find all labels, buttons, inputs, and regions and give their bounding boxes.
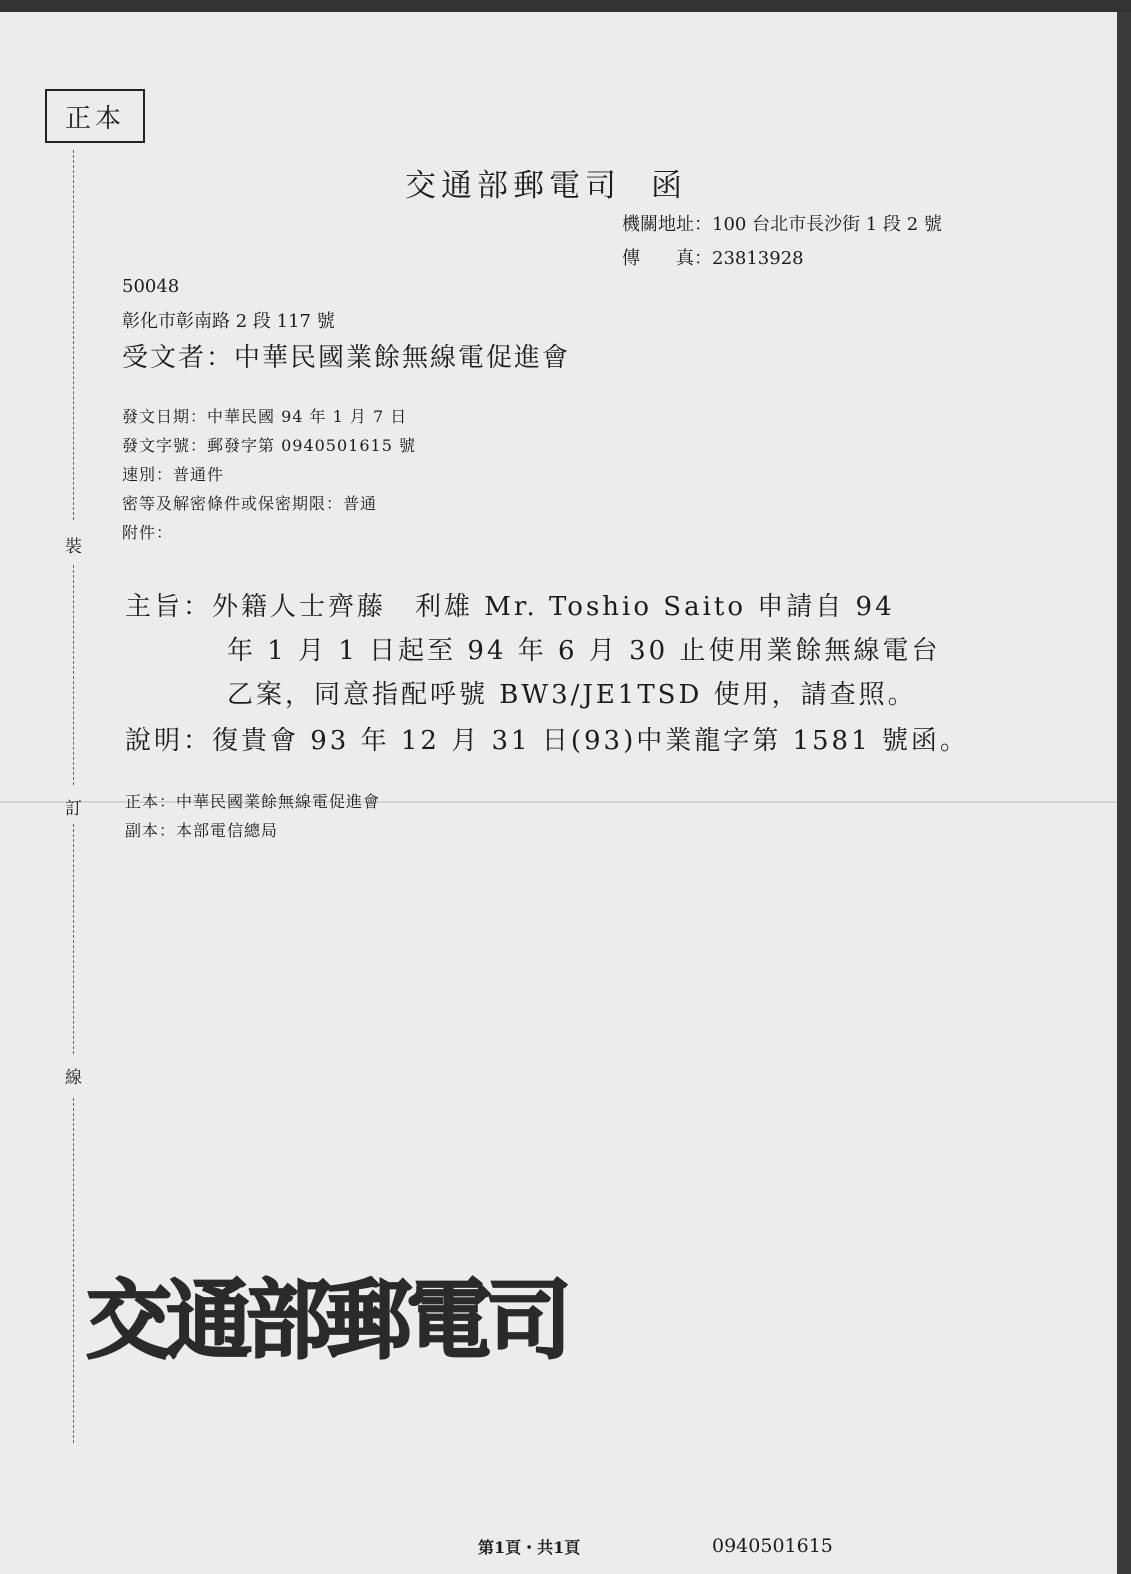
document-number: 發文字號：郵發字第 0940501615 號 [122,436,416,455]
original-copy-stamp [45,89,145,143]
scan-top-edge [0,0,1131,12]
issue-date: 發文日期：中華民國 94 年 1 月 7 日 [122,407,408,426]
binding-line [73,1098,74,1443]
footer-document-number: 0940501615 [712,1535,833,1557]
agency-fax: 傳 真：23813928 [622,248,804,269]
binding-mark-ding: 訂 [65,799,82,819]
attachments: 附件： [122,523,174,542]
letter-title [405,160,687,205]
security-level: 密等及解密條件或保密期限：普通 [122,494,378,513]
urgency: 速別：普通件 [122,465,225,484]
recipient-zip: 50048 [122,276,180,297]
document-type: 函 [651,168,687,204]
subject-line: 乙案，同意指配呼號 BW3/JE1TSD 使用，請查照。 [227,680,917,710]
original-recipient: 正本：中華民國業餘無線電促進會 [125,792,381,811]
subject-block [125,586,940,718]
binding-line [73,824,74,1054]
description: 說明：復貴會 93 年 12 月 31 日(93)中業龍字第 1581 號函。 [125,726,969,756]
subject-line: 主旨：外籍人士齊藤 利雄 Mr. Toshio Saito 申請自 94 [125,592,895,622]
copy-recipient: 副本：本部電信總局 [125,821,279,840]
binding-line [73,565,74,785]
agency-seal [86,1255,566,1375]
issuing-agency: 交通部郵電司 [405,168,621,204]
agency-address: 機關地址：100 台北市長沙街 1 段 2 號 [622,214,942,235]
scan-right-edge [1117,12,1131,1574]
binding-mark-zhuang: 裝 [65,537,82,557]
binding-mark-xian: 線 [65,1068,82,1088]
seal-text: 交通部郵電司 [86,1270,566,1371]
recipient-name: 受文者：中華民國業餘無線電促進會 [122,343,571,373]
stamp-label: 正本 [64,103,125,134]
binding-line [73,150,74,520]
recipient-address: 彰化市彰南路 2 段 117 號 [122,311,335,332]
page-indicator: 第1頁・共1頁 [478,1538,581,1557]
subject-line: 年 1 月 1 日起至 94 年 6 月 30 止使用業餘無線電台 [227,636,941,666]
